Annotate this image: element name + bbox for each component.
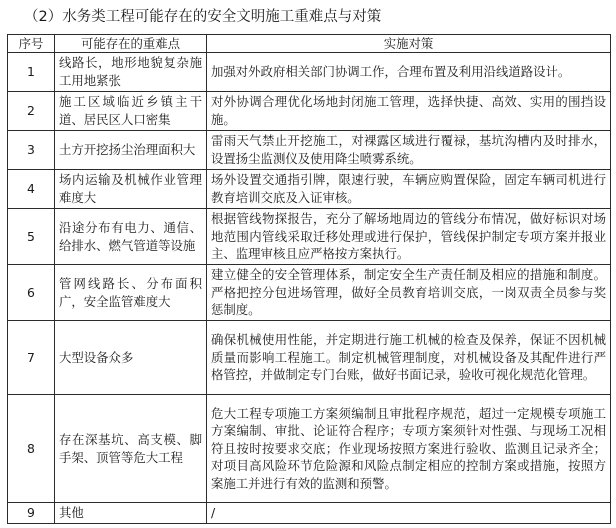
table-row xyxy=(8,321,611,395)
table-row xyxy=(8,209,611,265)
row-risk: 土方开挖扬尘治理面积大 xyxy=(55,131,207,170)
row-risk: 管网线路长、分布面积广，安全监管难度大 xyxy=(55,265,207,321)
row-number: 3 xyxy=(8,131,55,170)
row-number: 4 xyxy=(8,170,55,209)
safety-measures-table xyxy=(7,34,611,524)
row-measure: 加强对外政府相关部门协调工作，合理布置及利用沿线道路设计。 xyxy=(207,53,611,92)
row-measure: / xyxy=(207,503,611,524)
row-measure: 雷雨天气禁止开挖施工，对裸露区域进行覆禄，基坑沟槽内及时排水，设置扬尘监测仪及使用降尘喷雾系统。 xyxy=(207,131,611,170)
row-number: 9 xyxy=(8,503,55,524)
table-row xyxy=(8,503,611,524)
section-title: （2）水务类工程可能存在的安全文明施工重难点与对策 xyxy=(24,9,382,25)
row-risk: 线路长，地形地貌复杂施工用地紧张 xyxy=(55,53,207,92)
row-measure: 对外协调合理优化场地封闭施工管理，选择快捷、高效、实用的围挡设施。 xyxy=(207,92,611,131)
table-row xyxy=(8,131,611,170)
row-number: 5 xyxy=(8,209,55,265)
row-risk: 沿途分布有电力、通信、给排水、燃气管道等设施 xyxy=(55,209,207,265)
header-no: 序号 xyxy=(8,35,55,53)
table-row xyxy=(8,53,611,92)
table-row xyxy=(8,395,611,503)
row-measure: 场外设置交通指引牌，限速行驶，车辆应购置保险，固定车辆司机进行教育培训交底及入证审核。 xyxy=(207,170,611,209)
table-header-row xyxy=(8,35,611,53)
header-measure: 实施对策 xyxy=(207,35,611,53)
row-number: 6 xyxy=(8,265,55,321)
table-row xyxy=(8,92,611,131)
row-risk: 施工区域临近乡镇主干道、居民区人口密集 xyxy=(55,92,207,131)
row-risk: 场内运输及机械作业管理难度大 xyxy=(55,170,207,209)
row-risk: 大型设备众多 xyxy=(55,321,207,395)
row-risk: 存在深基坑、高支模、脚手架、顶管等危大工程 xyxy=(55,395,207,503)
row-measure: 确保机械使用性能，并定期进行施工机械的检查及保养，保证不因机械质量而影响工程施工。制定机械管理制度，对机械设备及其配件进行严格管控，并做制定专门台账，做好书面记录，验收可视化规范化管理。 xyxy=(207,321,611,395)
row-number: 8 xyxy=(8,395,55,503)
row-number: 1 xyxy=(8,53,55,92)
header-risk: 可能存在的重难点 xyxy=(55,35,207,53)
table-row xyxy=(8,170,611,209)
table-row xyxy=(8,265,611,321)
row-risk: 其他 xyxy=(55,503,207,524)
row-number: 7 xyxy=(8,321,55,395)
row-measure: 根据管线物探报告，充分了解场地周边的管线分布情况，做好标识对场地范围内管线采取迁移处理或进行保护，管线保护制定专项方案并报业主、监理审核且应严格按方案执行。 xyxy=(207,209,611,265)
row-number: 2 xyxy=(8,92,55,131)
row-measure: 建立健全的安全管理体系，制定安全生产责任制及相应的措施和制度。严格把控分包进场管理，做好全员教育培训交底，一岗双责全员参与奖惩制度。 xyxy=(207,265,611,321)
row-measure: 危大工程专项施工方案须编制且审批程序规范，超过一定规模专项施工方案编制、审批、论证符合程序；专项方案须针对性强、与现场工况相符且按时按要求交底；作业现场按照方案进行验收、监测且记录齐全；对项目高风险环节危险源和风险点制定相应的控制方案或措施，按照方案施工并进行有效的监测和预警。 xyxy=(207,395,611,503)
